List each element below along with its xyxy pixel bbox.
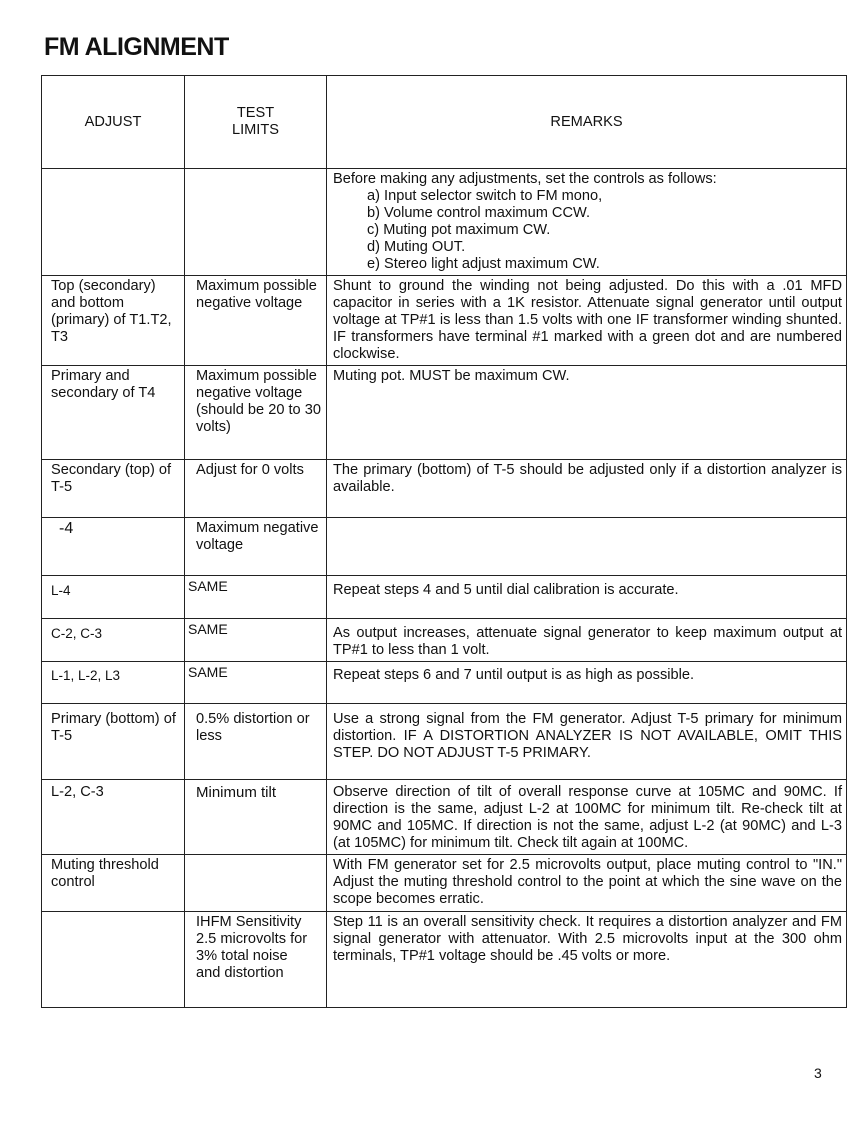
table-row	[42, 518, 847, 576]
remarks-cell: Observe direction of tilt of overall response curve at 105MC and 90MC. If direction is the same, adjust L-2 at 100MC for minimum tilt. Re-check tilt at 90MC and 105MC. If direction is not the same, adjust L-2 (at 90MC) and L-3 (at 105MC) for minimum tilt. Check tilt again at 100MC.	[327, 780, 847, 855]
remarks-cell: The primary (bottom) of T-5 should be adjusted only if a distortion analyzer is available.	[327, 460, 847, 518]
limits-cell: Adjust for 0 volts	[185, 460, 327, 518]
setting-item: d) Muting OUT.	[367, 239, 466, 255]
adjust-cell: L-1, L-2, L3	[42, 662, 185, 704]
adjust-cell: -4	[42, 518, 185, 576]
table-row	[42, 912, 847, 1008]
intro-row	[42, 169, 847, 276]
table-row	[42, 366, 847, 460]
adjust-cell: Muting threshold control	[42, 855, 185, 912]
remarks-cell: Use a strong signal from the FM generator. Adjust T-5 primary for minimum distortion. IF A DISTORTION ANALYZER IS NOT AVAILABLE, OMIT THIS STEP. DO NOT ADJUST T-5 PRIMARY.	[327, 704, 847, 780]
remarks-cell	[327, 518, 847, 576]
remarks-cell: Shunt to ground the winding not being adjusted. Do this with a .01 MFD capacitor in series with a 1K resistor. Attenuate signal generator until output voltage at TP#1 is less than 1.5 volts with one IF transformer winding shunted. IF transformers have terminal #1 marked with a green dot and are numbered clockwise.	[327, 276, 847, 366]
adjust-cell: Primary and secondary of T4	[42, 366, 185, 460]
remarks-cell: Repeat steps 4 and 5 until dial calibration is accurate.	[327, 576, 847, 619]
limits-cell: SAME	[185, 619, 327, 662]
adjust-cell: Secondary (top) of T-5	[42, 460, 185, 518]
remarks-cell: As output increases, attenuate signal generator to keep maximum output at TP#1 to less than 1 volt.	[327, 619, 847, 662]
limits-cell: Maximum possible negative voltage	[185, 276, 327, 366]
adjust-cell: C-2, C-3	[42, 619, 185, 662]
adjust-cell: L-2, C-3	[42, 780, 185, 855]
table-row	[42, 855, 847, 912]
table-row	[42, 276, 847, 366]
table-row	[42, 662, 847, 704]
intro-limits-cell	[185, 169, 327, 276]
header-test-limits	[185, 76, 327, 169]
page-number: 3	[814, 1065, 822, 1081]
limits-cell	[185, 855, 327, 912]
limits-cell: SAME	[185, 662, 327, 704]
setting-item: c) Muting pot maximum CW.	[367, 222, 551, 238]
table-row	[42, 704, 847, 780]
header-test-limits-line2: LIMITS	[231, 122, 280, 138]
header-test-limits-line1: TEST	[236, 105, 275, 121]
setting-item: a) Input selector switch to FM mono,	[367, 188, 603, 204]
intro-adjust-cell	[42, 169, 185, 276]
page-title: FM ALIGNMENT	[44, 33, 229, 61]
remarks-cell: Step 11 is an overall sensitivity check. It requires a distortion analyzer and FM signal generator with attenuator. With 2.5 microvolts input at the 300 ohm terminals, TP#1 voltage should be .45 volts or more.	[327, 912, 847, 1008]
remarks-cell: Repeat steps 6 and 7 until output is as high as possible.	[327, 662, 847, 704]
adjust-cell: L-4	[42, 576, 185, 619]
setting-item: e) Stereo light adjust maximum CW.	[367, 256, 600, 272]
adjust-cell: Primary (bottom) of T-5	[42, 704, 185, 780]
limits-cell: SAME	[185, 576, 327, 619]
fm-alignment-table	[41, 75, 847, 1008]
table-row	[42, 780, 847, 855]
remarks-cell: Muting pot. MUST be maximum CW.	[327, 366, 847, 460]
limits-cell: Minimum tilt	[185, 780, 327, 855]
limits-cell: Maximum possible negative voltage (should be 20 to 30 volts)	[185, 366, 327, 460]
adjust-cell	[42, 912, 185, 1008]
table-row	[42, 576, 847, 619]
setting-item: b) Volume control maximum CCW.	[367, 205, 591, 221]
remarks-cell: With FM generator set for 2.5 microvolts output, place muting control to "IN." Adjust the muting threshold control to the point at which the sine wave on the scope becomes erratic.	[327, 855, 847, 912]
limits-cell: 0.5% distortion or less	[185, 704, 327, 780]
header-adjust: ADJUST	[42, 76, 185, 169]
header-remarks: REMARKS	[327, 76, 847, 169]
intro-remarks-cell	[327, 169, 847, 276]
limits-cell: Maximum negative voltage	[185, 518, 327, 576]
adjust-cell: Top (secondary) and bottom (primary) of T1.T2, T3	[42, 276, 185, 366]
header-row	[42, 76, 847, 169]
limits-cell: IHFM Sensitivity 2.5 microvolts for 3% total noise and distortion	[185, 912, 327, 1008]
table-row	[42, 619, 847, 662]
table-row	[42, 460, 847, 518]
intro-text: Before making any adjustments, set the controls as follows:	[333, 171, 717, 187]
settings-list	[333, 188, 842, 273]
